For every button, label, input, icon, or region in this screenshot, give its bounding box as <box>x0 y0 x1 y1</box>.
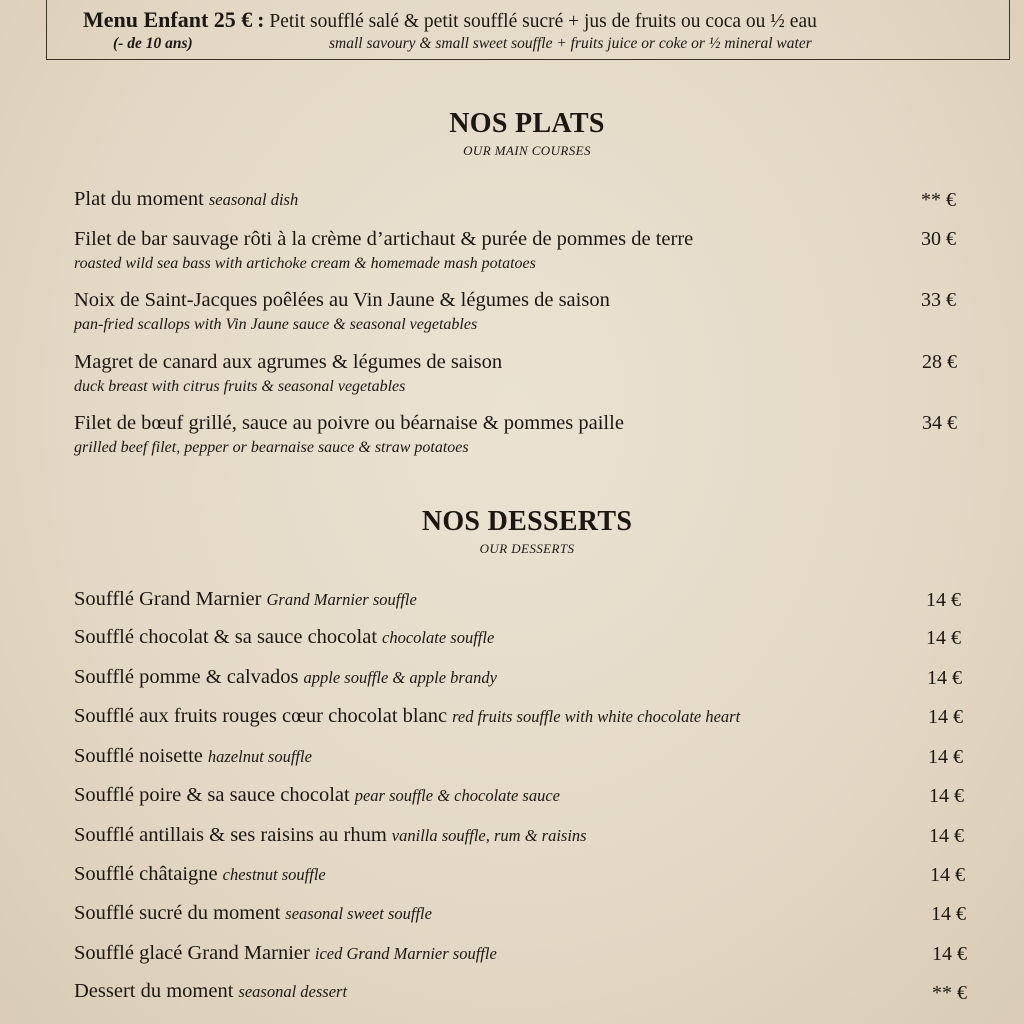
dessert-item <box>74 705 740 728</box>
kids-menu-box <box>46 0 1010 60</box>
kids-menu-line <box>83 7 817 33</box>
dessert-name-en: chocolate souffle <box>382 628 495 647</box>
dessert-item <box>74 626 494 649</box>
dessert-item <box>74 902 432 925</box>
dessert-price: 14 € <box>928 706 963 728</box>
kids-menu-colon: : <box>257 7 265 32</box>
dessert-item <box>74 745 312 768</box>
dessert-name-fr: Soufflé Grand Marnier <box>74 588 262 610</box>
dish-price: 34 € <box>922 412 957 434</box>
dessert-name-en: apple souffle & apple brandy <box>303 668 497 687</box>
desserts-title: NOS DESSERTS <box>421 506 633 537</box>
dessert-price: 14 € <box>928 746 963 768</box>
dessert-name-en: vanilla souffle, rum & raisins <box>391 826 587 845</box>
dish-price: ** € <box>921 189 956 211</box>
dessert-item <box>74 980 347 1003</box>
kids-menu-description-en: small savoury & small sweet souffle + fruits juice or coke or ½ mineral water <box>329 35 812 52</box>
dish-name-en: seasonal dish <box>208 190 299 209</box>
dessert-price: 14 € <box>926 627 961 649</box>
dessert-item <box>74 588 417 611</box>
dish-name-fr: Plat du moment <box>74 188 204 210</box>
dish-name-fr: Magret de canard aux agrumes & légumes de saison <box>74 351 503 373</box>
dessert-name-en: chestnut souffle <box>222 865 326 884</box>
dish-name-en: pan-fried scallops with Vin Jaune sauce & seasonal vegetables <box>74 316 478 333</box>
kids-menu-title: Menu Enfant 25 € <box>83 7 253 32</box>
dessert-price: 14 € <box>929 825 964 847</box>
dessert-item <box>74 666 497 689</box>
dish-price: 28 € <box>922 351 957 373</box>
main-course-item <box>74 228 693 273</box>
dish-price: 30 € <box>921 228 956 250</box>
dessert-name-fr: Soufflé chocolat & sa sauce chocolat <box>74 626 378 648</box>
dessert-price: ** € <box>932 982 967 1004</box>
dessert-name-en: seasonal sweet souffle <box>285 904 432 923</box>
dessert-name-fr: Dessert du moment <box>74 980 234 1002</box>
dessert-name-en: pear souffle & chocolate sauce <box>354 786 561 805</box>
main-course-item <box>74 351 502 396</box>
dessert-item <box>74 824 587 847</box>
dessert-name-en: Grand Marnier souffle <box>266 590 417 609</box>
dish-name-fr: Filet de bar sauvage rôti à la crème d’artichaut & purée de pommes de terre <box>74 228 694 250</box>
dish-name-fr: Filet de bœuf grillé, sauce au poivre ou béarnaise & pommes paille <box>74 412 624 434</box>
dessert-price: 14 € <box>932 943 967 965</box>
main-courses-title: NOS PLATS <box>449 108 605 139</box>
dessert-name-en: red fruits souffle with white chocolate heart <box>452 707 741 726</box>
dessert-price: 14 € <box>929 785 964 807</box>
dish-name-en: roasted wild sea bass with artichoke cream & homemade mash potatoes <box>74 255 536 272</box>
dessert-name-fr: Soufflé sucré du moment <box>74 902 281 924</box>
main-course-item <box>74 289 610 334</box>
dessert-item <box>74 784 560 807</box>
dish-price: 33 € <box>921 289 956 311</box>
kids-menu-age: (- de 10 ans) <box>113 35 193 52</box>
kids-menu-description-fr: Petit soufflé salé & petit soufflé sucré + jus de fruits ou coca ou ½ eau <box>269 11 817 32</box>
dessert-price: 14 € <box>926 589 961 611</box>
dish-name-fr: Noix de Saint-Jacques poêlées au Vin Jaune & légumes de saison <box>74 289 610 311</box>
dessert-name-fr: Soufflé châtaigne <box>74 863 218 885</box>
dessert-price: 14 € <box>930 864 965 886</box>
dessert-item <box>74 942 497 965</box>
dessert-name-fr: Soufflé antillais & ses raisins au rhum <box>74 824 387 846</box>
dessert-name-fr: Soufflé noisette <box>74 745 203 767</box>
dessert-item <box>74 863 326 886</box>
dish-name-en: grilled beef filet, pepper or bearnaise sauce & straw potatoes <box>74 439 469 456</box>
dessert-price: 14 € <box>927 667 962 689</box>
dessert-name-en: iced Grand Marnier souffle <box>314 944 497 963</box>
dessert-name-fr: Soufflé aux fruits rouges cœur chocolat blanc <box>74 705 448 727</box>
dessert-name-en: hazelnut souffle <box>207 747 312 766</box>
main-course-item <box>74 188 298 211</box>
dessert-name-fr: Soufflé pomme & calvados <box>74 666 299 688</box>
desserts-subtitle: OUR DESSERTS <box>479 541 575 556</box>
dessert-name-en: seasonal dessert <box>238 982 348 1001</box>
dessert-price: 14 € <box>931 903 966 925</box>
dessert-name-fr: Soufflé glacé Grand Marnier <box>74 942 310 964</box>
dessert-name-fr: Soufflé poire & sa sauce chocolat <box>74 784 350 806</box>
main-course-item <box>74 412 624 457</box>
dish-name-en: duck breast with citrus fruits & seasonal vegetables <box>74 378 406 395</box>
main-courses-subtitle: OUR MAIN COURSES <box>463 143 591 158</box>
